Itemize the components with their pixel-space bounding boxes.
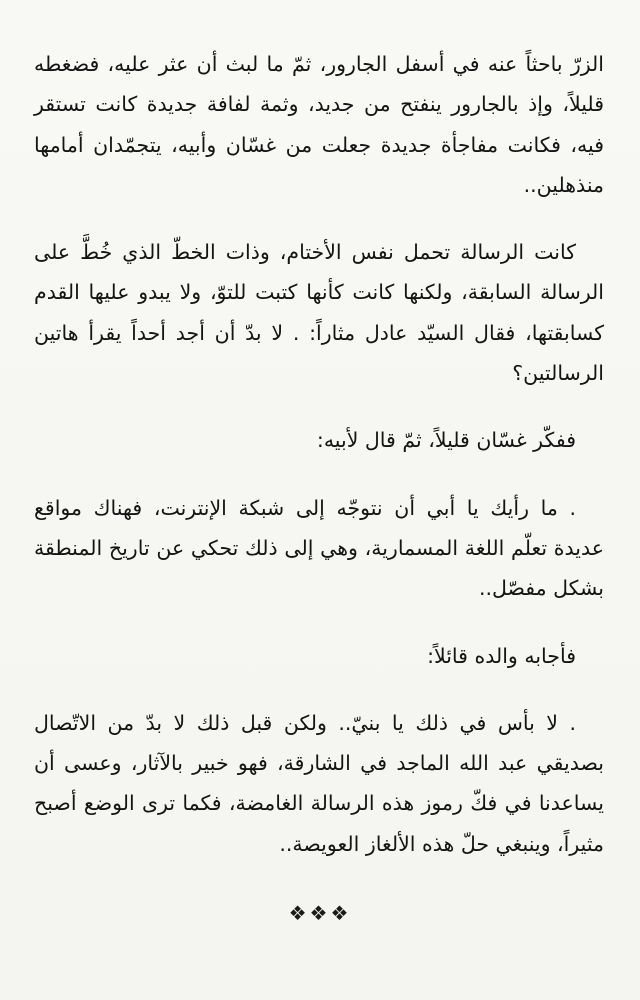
paragraph-6: . لا بأس في ذلك يا بنيّ.. ولكن قبل ذلك لا بدّ من الاتّصال بصديقي عبد الله الماجد في الشارقة، فهو خبير بالآثار، وعسى أن يساعدنا في فكّ رموز هذه الرسالة الغامضة، فكما ترى الوضع أصبح مثيراً، وينبغي حلّ هذه الألغاز العويصة.. (34, 710, 604, 856)
paragraph-2: كانت الرسالة تحمل نفس الأختام، وذات الخطّ الذي خُطَّ على الرسالة السابقة، ولكنها كانت كأنها كتبت للتوّ، ولا يبدو عليها القدم كسابقتها، فقال السيّد عادل مثاراً: . لا بدّ أن أجد أحداً يقرأ هاتين الرسالتين؟ (34, 240, 604, 386)
section-separator-ornament: ❖❖❖ (288, 901, 352, 925)
paragraph-3: ففكّر غسّان قليلاً، ثمّ قال لأبيه: (316, 428, 576, 453)
text-block (34, 44, 604, 891)
paragraph-5: فأجابه والده قائلاً: (427, 643, 576, 668)
paragraph-1: الزرّ باحثاً عنه في أسفل الجارور، ثمّ ما لبث أن عثر عليه، فضغطه قليلاً، وإذ بالجارور ينفتح من جديد، وثمة لفافة جديدة كانت تستقر فيه، فكانت مفاجأة جديدة جعلت من غسّان وأبيه، يتجمّدان أمامها منذهلين.. (34, 52, 604, 197)
paragraph-4: . ما رأيك يا أبي أن نتوجّه إلى شبكة الإنترنت، فهناك مواقع عديدة تعلّم اللغة المسمارية، وهي إلى ذلك تحكي عن تاريخ المنطقة بشكل مفصّل.. (34, 495, 604, 601)
